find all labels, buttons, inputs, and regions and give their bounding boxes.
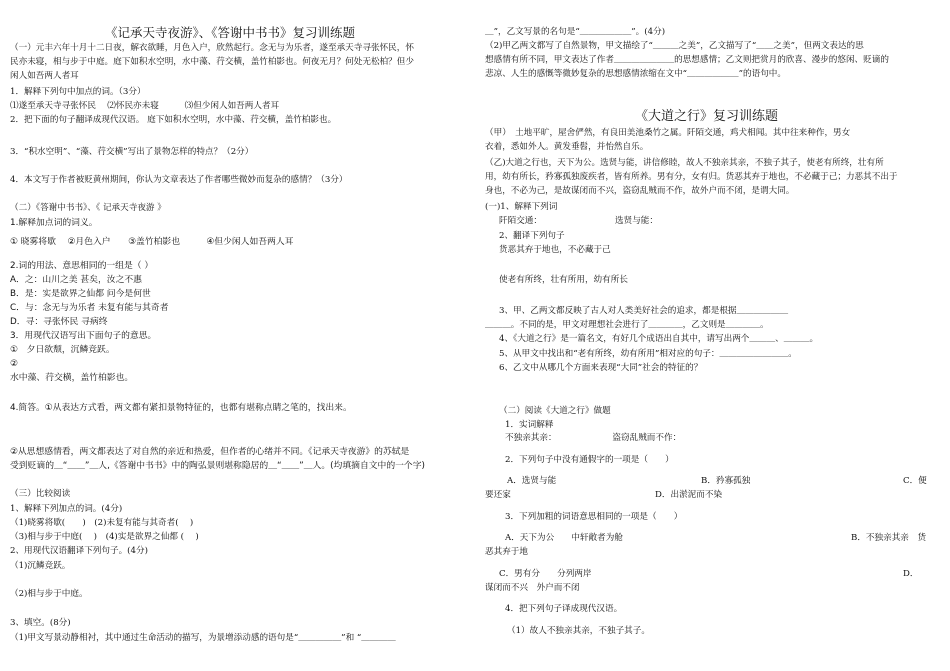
question-1-items: 阡陌交通： 选贤与能： — [499, 216, 658, 226]
question-2-item: 货恶其弃于地也，不必藏于己 — [499, 245, 611, 255]
right-title: 《大道之行》复习训练题 — [635, 109, 779, 124]
option-b: B．不独亲其亲 货 — [851, 533, 927, 543]
s2-question-4b-line: 受到贬谪的＿“＿＿”＿人,《答谢中书书》中的陶弘景则堪称隐居的＿“＿＿”＿人。(均填摘自文中的一个字) — [10, 461, 425, 471]
question-4: 4、《大道之行》是一篇名文，有好几个成语出自其中，请写出两个＿＿＿、＿＿＿。 — [499, 334, 819, 344]
s3-question-1-items: （3)相与步于中庭( ) (4)实是欲界之仙都 ( ) — [10, 532, 199, 542]
option-a: A．之：山川之美 甚矣，汝之不惠 — [10, 275, 142, 285]
passage-line: 民亦未寝，相与步于中庭。庭下如积水空明，水中藻、荇交横，盖竹柏影也。何夜无月？何处无松柏？但少 — [10, 57, 414, 67]
left-column — [10, 0, 470, 671]
section-2-title: （二）《答谢中书书》、《 记承天寺夜游 》 — [10, 203, 166, 213]
passage-jia: （甲） 土地平旷，屋舍俨然，有良田美池桑竹之属。阡陌交通，鸡犬相闻。其中往来种作，男女 — [485, 128, 851, 138]
s3-question-3-item: （1)甲文写景动静相衬，其中通过生命活动的描写，为景增添动感的语句是“＿＿＿＿＿”和 “＿＿＿＿ — [10, 633, 396, 643]
passage-yi: 用，幼有所长，矜寡孤独废疾者，皆有所养。男有分，女有归。货恶其弃于地也，不必藏于己；力恶其不出于 — [485, 172, 898, 182]
s2-question-4-item: （1）故人不独亲其亲，不独子其子。 — [507, 626, 650, 636]
s2-question-3-item: ② — [10, 359, 18, 369]
passage-yi: 身也，不必为己，是故谋闭而不兴，盗窃乱贼而不作，故外户而不闭，是谓大同。 — [485, 186, 795, 196]
right-column — [485, 0, 945, 671]
option-b-cont: 恶其弃于地 — [485, 547, 528, 557]
passage-jia: 衣着，悉如外人。黄发垂髫，并怡然自乐。 — [485, 142, 649, 152]
question-1-items: ⑴遂至承天寺寻张怀民 ⑵怀民亦未寝 ⑶但少闲人如吾两人者耳 — [10, 101, 280, 111]
option-a: A．天下为公 中轩敞者为舱 — [505, 533, 623, 543]
s3-question-2-item: （1)沉鳞竞跃。 — [10, 561, 71, 571]
question-6: 6、乙文中从哪几个方面来表现“大同”社会的特征的？ — [499, 363, 703, 373]
section-2-title: （二）阅读《大道之行》做题 — [499, 406, 611, 416]
s2-question-1-items: ① 晓雾将歇 ②月色入户 ③盖竹柏影也 ④但少闲人如吾两人耳 — [10, 237, 294, 247]
s2-question-3-item: 水中藻、荇交横，盖竹柏影也。 — [10, 373, 134, 383]
s3-question-3: 3、填空。(8分) — [10, 618, 71, 628]
option-d: D．出淤泥而不染 — [655, 490, 723, 500]
s3-question-1: 1、解释下列加点的词。(4分) — [10, 504, 123, 514]
left-title: 《记承天寺夜游》、《答谢中书书》复习训练题 — [105, 25, 356, 40]
s2-question-1: 1.解释加点词的词义。 — [10, 218, 98, 228]
s2-question-4b-line: ②从思想感情看，两文都表达了对自然的亲近和热爱，但作者的心绪并不同。《记承天寺夜游》的苏轼是 — [10, 447, 410, 457]
question-2-item: 使老有所终，壮有所用，幼有所长 — [499, 275, 628, 285]
option-d-cont: 谋闭而不兴 外户而不闭 — [485, 583, 580, 593]
continued-line: 想感情有所不同，甲文表达了作者＿＿＿＿＿＿＿的思想感情；乙文则把赏月的欣喜、漫步的悠闲、贬谪的 — [485, 55, 889, 65]
s3-question-1-items: （1)晓雾将歇( ) (2)未复有能与其奇者( ) — [10, 518, 194, 528]
option-a: A．选贤与能 — [507, 476, 557, 486]
option-c: C．与：念无与为乐者 未复有能与其奇者 — [10, 303, 169, 313]
option-d: D． — [903, 569, 919, 579]
option-d: D．寻：寻张怀民 寻病终 — [10, 317, 108, 327]
continued-line: ＿”，乙文写景的名句是“＿＿＿＿＿＿”。(4分) — [485, 27, 666, 37]
question-head: (一)1、解释下列词 — [485, 202, 558, 212]
continued-line: 悲凉、人生的感慨等微妙复杂的思想感情浓缩在文中“＿＿＿＿＿＿”的语句中。 — [485, 69, 786, 79]
question-2: 2、翻译下列句子 — [499, 231, 565, 241]
question-1: 1．解释下列句中加点的词。（3分） — [10, 87, 146, 97]
s2-question-1-items: 不独亲其亲： 盗窃乱贼而不作： — [505, 433, 682, 443]
passage-line: （一）元丰六年十月十二日夜，解衣欲睡，月色入户，欣然起行。念无与为乐者，遂至承天寺寻张怀民，怀 — [10, 43, 414, 53]
question-3: 3、甲、乙两文都反映了古人对人类美好社会的追求，都是根据＿＿＿＿＿＿ — [499, 306, 789, 316]
s2-question-3: 3．用现代汉语写出下面句子的意思。 — [10, 331, 157, 341]
option-c: C．男有分 分列两岸 — [499, 569, 592, 579]
question-2: 2．把下面的句子翻译成现代汉语。 庭下如积水空明，水中藻、荇交横，盖竹柏影也。 — [10, 115, 337, 125]
question-5: 5、从甲文中找出和“老有所终，幼有所用”相对应的句子：＿＿＿＿＿＿＿＿。 — [499, 349, 797, 359]
s2-question-1: 1．实词解释 — [505, 420, 554, 430]
s2-question-3-item: ① 夕日欲颓，沉鳞竞跃。 — [10, 345, 115, 355]
question-3-cont: ＿＿＿。不同的是，甲文对理想社会进行了＿＿＿＿，乙文则是＿＿＿＿。 — [485, 320, 769, 330]
question-3: 3．“积水空明”、“藻、荇交横”写出了景物怎样的特点？（2分） — [10, 147, 254, 157]
option-c: C．便 — [903, 476, 927, 486]
option-b: B．矜寡孤独 — [701, 476, 751, 486]
continued-line: （2)甲乙两文都写了自然景物，甲文描绘了“＿＿＿之美”，乙文描写了“＿＿之美”，但两文表达的思 — [485, 41, 864, 51]
option-c-cont: 要还家 — [485, 490, 511, 500]
s2-question-4: 4.简答。①从表达方式看，两文都有紧扣景物特征的，也都有堪称点睛之笔的，找出来。 — [10, 403, 352, 413]
s2-question-2: 2．下列句子中没有通假字的一项是（ ） — [505, 455, 674, 465]
s2-question-3: 3．下列加粗的词语意思相同的一项是（ ） — [505, 512, 683, 522]
s3-question-2: 2、用现代汉语翻译下列句子。(4分) — [10, 546, 148, 556]
s3-question-2-item: （2)相与步于中庭。 — [10, 589, 88, 599]
s2-question-2: 2.词的用法、意思相同的一组是（ ） — [10, 261, 154, 271]
passage-yi: （乙)大道之行也，天下为公。选贤与能，讲信修睦，故人不独亲其亲，不独子其子，使老有所终，壮有所 — [485, 158, 884, 168]
option-b: B．是：实是欲界之仙都 问今是何世 — [10, 289, 151, 299]
s2-question-4: 4．把下列句子译成现代汉语。 — [505, 604, 623, 614]
section-3-title: （三）比较阅读 — [10, 489, 71, 499]
passage-line: 闲人如吾两人者耳 — [10, 71, 79, 81]
question-4: 4．本文写于作者被贬黄州期间，你认为文章表达了作者哪些微妙而复杂的感情？（3分） — [10, 175, 348, 185]
